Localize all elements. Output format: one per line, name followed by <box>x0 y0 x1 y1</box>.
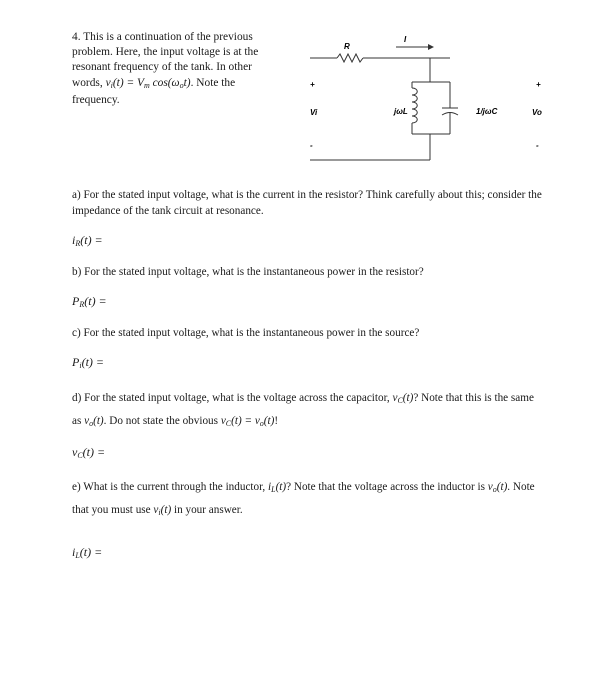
question-b-text: b) For the stated input voltage, what is the instantaneous power in the resistor? <box>72 266 424 278</box>
question-e <box>72 477 542 523</box>
question-d-text-2: ? Note that this is the same as <box>72 392 534 427</box>
resistor-symbol <box>337 54 363 62</box>
inductor-label: jωL <box>394 107 408 116</box>
answer-d-rest: (t) = <box>82 445 106 459</box>
answer-d-symbol: v <box>72 445 78 459</box>
answer-e-symbol: i <box>72 545 76 559</box>
answer-c-subscript: i <box>79 361 82 370</box>
answer-e-subscript: L <box>75 551 80 560</box>
answer-e <box>72 545 102 560</box>
obvious-equation: vC(t) = vo(t) <box>220 415 275 428</box>
problem-number: 4. <box>72 31 81 43</box>
capacitor-label: 1/jωC <box>476 107 498 116</box>
minus-left: - <box>310 141 313 150</box>
il-symbol: iL(t) <box>268 481 287 494</box>
question-d-text-4: ! <box>274 415 279 427</box>
answer-a-symbol: i <box>72 233 76 247</box>
vc-symbol: vC(t) <box>392 392 414 405</box>
answer-a-rest: (t) = <box>80 233 103 247</box>
plus-right: + <box>536 80 541 89</box>
vi-label: Vi <box>310 108 318 117</box>
answer-c <box>72 355 104 370</box>
minus-right: - <box>536 141 539 150</box>
answer-b-rest: (t) = <box>84 294 107 308</box>
question-d <box>72 388 542 434</box>
answer-b-symbol: P <box>72 294 80 308</box>
question-e-text-3: . Note that you must use <box>72 481 535 516</box>
question-a <box>72 188 542 219</box>
vo-symbol: vo(t) <box>84 415 104 428</box>
problem-intro-tail: . Note the frequency. <box>72 76 236 106</box>
answer-a-subscript: R <box>75 239 81 248</box>
answer-c-symbol: P <box>72 355 80 369</box>
question-e-text-1: e) What is the current through the inductor, <box>72 481 266 493</box>
question-a-text: a) For the stated input voltage, what is the current in the resistor? Think carefully about this; consider the impedance of the tank circuit at resonance. <box>72 189 542 217</box>
answer-b-subscript: R <box>79 300 85 309</box>
resistor-label: R <box>344 42 350 51</box>
question-b <box>72 265 542 281</box>
answer-c-rest: (t) = <box>81 355 105 369</box>
question-c <box>72 326 542 342</box>
inductor-symbol <box>412 88 417 123</box>
problem-intro-text: This is a continuation of the previous problem. Here, the input voltage is at the resonant frequency of the tank. In other words, <box>72 31 259 89</box>
current-label: I <box>404 35 407 44</box>
vo-label: Vo <box>532 108 542 117</box>
problem-intro <box>72 30 282 108</box>
plus-left: + <box>310 80 315 89</box>
input-voltage-equation: vi(t) = Vm cos(ωot) <box>105 76 191 90</box>
question-d-text-1: d) For the stated input voltage, what is the voltage across the capacitor, <box>72 392 390 404</box>
question-c-text: c) For the stated input voltage, what is the instantaneous power in the source? <box>72 327 420 339</box>
circuit-diagram <box>300 30 560 170</box>
answer-e-rest: (t) = <box>79 545 103 559</box>
vo-symbol-e: vo(t) <box>487 481 508 494</box>
vi-symbol-e: vi(t) <box>153 504 172 517</box>
answer-d <box>72 445 105 460</box>
question-e-text-2: ? Note that the voltage across the inductor is <box>286 481 485 493</box>
answer-b <box>72 294 107 309</box>
answer-a <box>72 233 103 248</box>
question-e-text-4: in your answer. <box>173 504 243 516</box>
answer-d-subscript: C <box>77 451 83 460</box>
question-d-text-3: . Do not state the obvious <box>103 415 219 427</box>
